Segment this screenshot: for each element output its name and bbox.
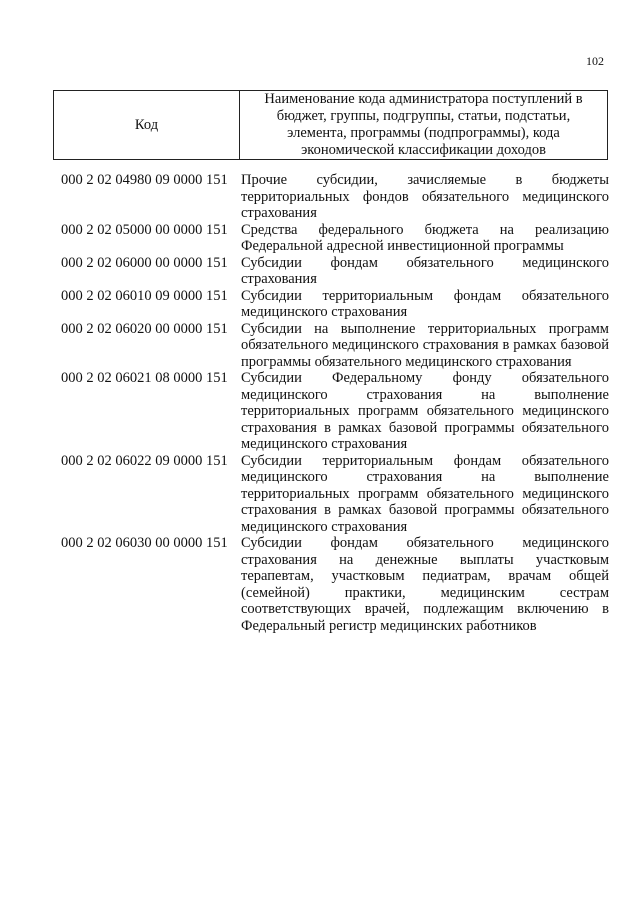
table-row (61, 222, 609, 255)
row-description: Субсидии территориальным фондам обязательного медицинского страхования (241, 287, 609, 320)
row-code: 000 2 02 06000 00 0000 151 (61, 254, 228, 271)
row-code: 000 2 02 06010 09 0000 151 (61, 287, 228, 304)
row-description: Субсидии фондам обязательного медицинского страхования (241, 254, 609, 287)
page-number: 102 (586, 54, 604, 68)
table-row (61, 255, 609, 288)
table-row (61, 453, 609, 536)
table-row (61, 321, 609, 371)
table-row (61, 288, 609, 321)
row-description: Субсидии на выполнение территориальных программ обязательного медицинского страхования в рамках базовой программы обязательного медицинского страхования (241, 320, 609, 370)
table-row (61, 172, 609, 222)
row-description: Субсидии территориальным фондам обязательного медицинского страхования на выполнение территориальных программ обязательного медицинского страхования в рамках базовой программы обязательного медицинского страхования (241, 452, 609, 535)
row-description: Средства федерального бюджета на реализацию Федеральной адресной инвестиционной программы (241, 221, 609, 254)
table-header (53, 90, 608, 160)
row-code: 000 2 02 04980 09 0000 151 (61, 172, 228, 188)
row-description: Прочие субсидии, зачисляемые в бюджеты территориальных фондов обязательного медицинского страхования (241, 172, 609, 221)
row-code: 000 2 02 06021 08 0000 151 (61, 370, 228, 386)
row-description: Субсидии Федеральному фонду обязательного медицинского страхования на выполнение территориальных программ обязательного медицинского страхования в рамках базовой программы обязательного медицинского страхования (241, 370, 609, 452)
header-code-cell: Код (54, 91, 240, 159)
header-name-cell: Наименование кода администратора поступлений в бюджет, группы, подгруппы, статьи, подстатьи, элемента, программы (подпрограммы), кода экономической классификации доходов (264, 91, 583, 158)
table-row (61, 370, 609, 453)
row-code: 000 2 02 06030 00 0000 151 (61, 535, 228, 551)
row-description: Субсидии фондам обязательного медицинского страхования на денежные выплаты участковым терапевтам, участковым педиатрам, врачам общей (семейной) практики, медицинским сестрам соответствующих врачей, подлежащим включению в Федеральный регистр медицинских работников (241, 535, 609, 634)
row-code: 000 2 02 06022 09 0000 151 (61, 452, 228, 469)
table-row (61, 535, 609, 634)
row-code: 000 2 02 06020 00 0000 151 (61, 320, 228, 337)
classification-rows (61, 172, 609, 634)
row-code: 000 2 02 05000 00 0000 151 (61, 221, 228, 238)
